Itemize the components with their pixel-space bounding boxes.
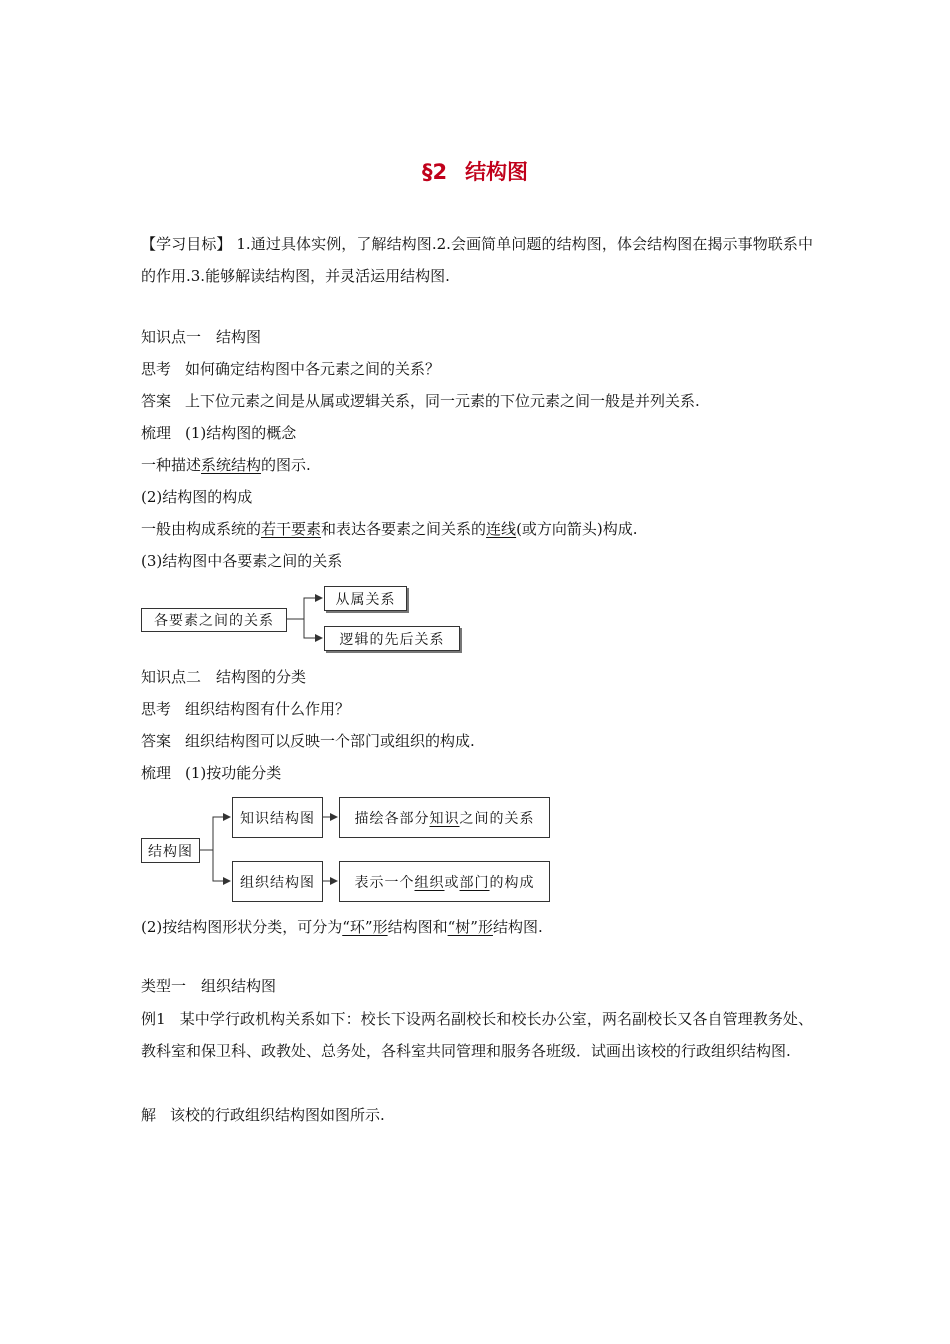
comp-underlined-1: 若干要素 xyxy=(261,520,322,538)
desc-underlined-2: 部门 xyxy=(459,874,490,891)
desc-text: 描绘各部分 xyxy=(354,810,430,827)
shape-text-end: 结构图. xyxy=(492,918,543,936)
organization-structure-box: 组织结构图 xyxy=(232,861,323,902)
answer-text: 上下位元素之间是从属或逻辑关系，同一元素的下位元素之间一般是并列关系. xyxy=(185,392,700,410)
objectives-label: 【学习目标】 xyxy=(141,235,232,253)
kp1-heading: 知识点一 结构图 xyxy=(141,328,262,346)
def-text: 一种描述 xyxy=(141,456,202,474)
knowledge-structure-box: 知识结构图 xyxy=(232,797,323,838)
kp2-shape-classification xyxy=(141,911,813,943)
kp2-answer xyxy=(141,725,813,757)
arrow-to-organization xyxy=(213,850,230,881)
solution-label: 解 xyxy=(141,1106,157,1124)
kp2-sort xyxy=(141,757,813,789)
comp-text-mid: 和表达各要素之间关系的 xyxy=(321,520,487,538)
kp1-sort-3: (3)结构图中各要素之间的关系 xyxy=(141,552,343,570)
desc-text-end: 的构成 xyxy=(489,874,535,891)
logical-order-box: 逻辑的先后关系 xyxy=(324,626,460,651)
organization-desc-box xyxy=(339,861,550,902)
knowledge-desc-box xyxy=(339,797,550,838)
example-text: 某中学行政机构关系如下：校长下设两名副校长和校长办公室，两名副校长又各自管理教务处、教科室和保卫科、政教处、总务处，各科室共同管理和服务各班级．试画出该校的行政组织结构图. xyxy=(141,1010,813,1060)
comp-text: 一般由构成系统的 xyxy=(141,520,262,538)
shape-text: (2)按结构图形状分类，可分为 xyxy=(141,918,343,936)
section-number: §2 xyxy=(421,160,448,184)
section-name: 结构图 xyxy=(465,160,529,184)
desc-underlined: 知识 xyxy=(429,810,460,827)
shape-text-mid: 结构图和 xyxy=(387,918,448,936)
def-underlined: 系统结构 xyxy=(201,456,262,474)
think-label: 思考 xyxy=(141,700,172,718)
sort-item-1: (1)结构图的概念 xyxy=(185,424,297,442)
def-text-end: 的图示. xyxy=(261,456,311,474)
structure-chart-root-box: 结构图 xyxy=(141,838,200,863)
type1-heading: 类型一 组织结构图 xyxy=(141,977,277,995)
kp2-think xyxy=(141,693,813,725)
kp2-heading: 知识点二 结构图的分类 xyxy=(141,668,307,686)
think-label: 思考 xyxy=(141,360,172,378)
comp-underlined-2: 连线 xyxy=(486,520,517,538)
comp-text-end: (或方向箭头)构成. xyxy=(516,520,638,538)
example-1 xyxy=(141,1003,813,1067)
think-text: 如何确定结构图中各元素之间的关系？ xyxy=(185,360,441,378)
arrow-to-knowledge xyxy=(200,817,230,850)
sort-item-1: (1)按功能分类 xyxy=(185,764,282,782)
relation-root-box: 各要素之间的关系 xyxy=(141,608,287,632)
kp1-sort-2: (2)结构图的构成 xyxy=(141,488,253,506)
answer-text: 组织结构图可以反映一个部门或组织的构成. xyxy=(185,732,475,750)
desc-text-end: 之间的关系 xyxy=(459,810,535,827)
solution-text: 该校的行政组织结构图如图所示. xyxy=(170,1106,385,1124)
arrow-to-subordinate xyxy=(287,598,322,619)
arrow-to-logical xyxy=(304,619,322,638)
sort-label: 梳理 xyxy=(141,424,172,442)
shape-underlined-2: “树”形 xyxy=(447,918,493,936)
example-label: 例1 xyxy=(141,1010,166,1028)
subordinate-relation-box: 从属关系 xyxy=(324,586,407,611)
sort-label: 梳理 xyxy=(141,764,172,782)
answer-label: 答案 xyxy=(141,392,172,410)
think-text: 组织结构图有什么作用？ xyxy=(185,700,351,718)
desc-underlined-1: 组织 xyxy=(414,874,445,891)
desc-text-mid: 或 xyxy=(444,874,460,891)
answer-label: 答案 xyxy=(141,732,172,750)
desc-text: 表示一个 xyxy=(354,874,415,891)
objectives-text: 1.通过具体实例，了解结构图.2.会画简单问题的结构图，体会结构图在揭示事物联系中的作用.3.能够解读结构图，并灵活运用结构图. xyxy=(141,235,813,285)
shape-underlined-1: “环”形 xyxy=(342,918,388,936)
solution xyxy=(141,1099,813,1131)
